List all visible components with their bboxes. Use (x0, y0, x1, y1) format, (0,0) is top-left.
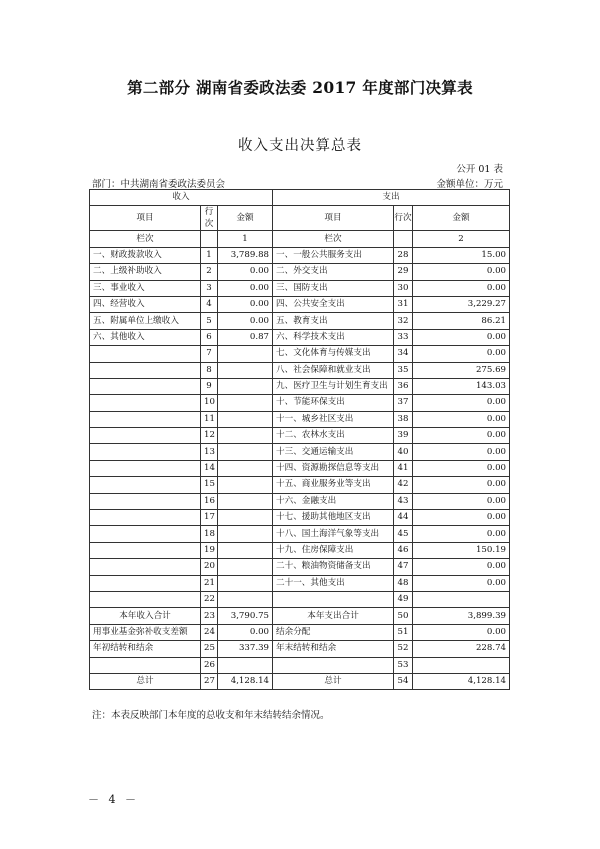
expense-item: 二十、粮油物资储备支出 (273, 559, 394, 575)
expense-row-number: 53 (394, 657, 413, 673)
expense-header: 支出 (273, 190, 510, 206)
income-amount: 4,128.14 (218, 673, 273, 689)
expense-item: 十六、金融支出 (273, 493, 394, 509)
table-row (90, 264, 510, 280)
table-row (90, 510, 510, 526)
income-amount: 0.00 (218, 296, 273, 312)
income-amount (218, 428, 273, 444)
income-row-number: 18 (201, 526, 218, 542)
expense-item: 八、社会保障和就业支出 (273, 362, 394, 378)
table-row (90, 313, 510, 329)
table-row (90, 575, 510, 591)
table-row (90, 428, 510, 444)
income-row-number: 5 (201, 313, 218, 329)
income-row-number: 25 (201, 641, 218, 657)
expense-item: 十七、援助其他地区支出 (273, 510, 394, 526)
expense-row-number: 39 (394, 428, 413, 444)
expense-amount: 15.00 (413, 247, 510, 263)
income-item (90, 378, 201, 394)
income-row-number: 27 (201, 673, 218, 689)
table-row (90, 296, 510, 312)
expense-label-row: 栏次 (273, 231, 394, 247)
income-amount (218, 591, 273, 607)
expense-item (273, 591, 394, 607)
expense-row-number: 35 (394, 362, 413, 378)
expense-amount: 0.00 (413, 575, 510, 591)
expense-row-header: 行次 (394, 206, 413, 231)
income-item (90, 493, 201, 509)
income-row-number: 26 (201, 657, 218, 673)
expense-item: 一、一般公共服务支出 (273, 247, 394, 263)
expense-row-number: 40 (394, 444, 413, 460)
expense-row-number: 37 (394, 395, 413, 411)
income-item: 二、上级补助收入 (90, 264, 201, 280)
expense-amount-header: 金额 (413, 206, 510, 231)
income-amount (218, 559, 273, 575)
income-item: 五、附属单位上缴收入 (90, 313, 201, 329)
income-row-number: 10 (201, 395, 218, 411)
income-header: 收入 (90, 190, 273, 206)
income-amount: 337.39 (218, 641, 273, 657)
income-row-number: 6 (201, 329, 218, 345)
expense-item: 十三、交通运输支出 (273, 444, 394, 460)
income-amount (218, 395, 273, 411)
expense-row-number: 48 (394, 575, 413, 591)
income-amount (218, 477, 273, 493)
expense-amount: 86.21 (413, 313, 510, 329)
income-row-number: 16 (201, 493, 218, 509)
table-row (90, 444, 510, 460)
expense-item: 六、科学技术支出 (273, 329, 394, 345)
expense-row-number: 36 (394, 378, 413, 394)
expense-row-number: 34 (394, 346, 413, 362)
income-item (90, 411, 201, 427)
income-amount (218, 657, 273, 673)
expense-item (273, 657, 394, 673)
table-row (90, 247, 510, 263)
expense-amount (413, 657, 510, 673)
expense-row-number: 47 (394, 559, 413, 575)
expense-item: 本年支出合计 (273, 608, 394, 624)
expense-item: 七、文化体育与传媒支出 (273, 346, 394, 362)
income-col-number: 1 (218, 231, 273, 247)
income-item (90, 346, 201, 362)
income-item: 总计 (90, 673, 201, 689)
income-row-header: 行次 (201, 206, 218, 231)
summary-row (90, 673, 510, 689)
page-title: 第二部分 湖南省委政法委 2017 年度部门决算表 (127, 78, 473, 97)
expense-item: 十五、商业服务业等支出 (273, 477, 394, 493)
table-row (90, 362, 510, 378)
expense-item: 九、医疗卫生与计划生育支出 (273, 378, 394, 394)
table-row (90, 346, 510, 362)
income-item: 一、财政拨款收入 (90, 247, 201, 263)
section-header-row (90, 190, 510, 206)
table-row (90, 378, 510, 394)
expense-amount: 0.00 (413, 280, 510, 296)
income-row-number: 13 (201, 444, 218, 460)
income-amount (218, 362, 273, 378)
expense-amount: 0.00 (413, 559, 510, 575)
footnote: 注：本表反映部门本年度的总收支和年末结转结余情况。 (92, 710, 330, 721)
expense-amount: 275.69 (413, 362, 510, 378)
expense-row-number: 42 (394, 477, 413, 493)
income-item (90, 542, 201, 558)
expense-amount: 150.19 (413, 542, 510, 558)
income-amount: 0.87 (218, 329, 273, 345)
page-number: － 4 － (88, 793, 139, 806)
summary-row (90, 657, 510, 673)
income-amount (218, 460, 273, 476)
table-row (90, 542, 510, 558)
expense-item: 十九、住房保障支出 (273, 542, 394, 558)
table-row (90, 526, 510, 542)
income-row-number: 12 (201, 428, 218, 444)
expense-row-number: 32 (394, 313, 413, 329)
expense-amount: 228.74 (413, 641, 510, 657)
expense-row-number: 31 (394, 296, 413, 312)
income-row-number: 24 (201, 624, 218, 640)
income-row-number: 21 (201, 575, 218, 591)
income-row-number: 14 (201, 460, 218, 476)
summary-row (90, 641, 510, 657)
expense-row-number: 44 (394, 510, 413, 526)
income-item (90, 444, 201, 460)
income-row-number: 1 (201, 247, 218, 263)
income-item (90, 575, 201, 591)
income-row-number: 20 (201, 559, 218, 575)
table-row (90, 460, 510, 476)
expense-item: 十八、国土海洋气象等支出 (273, 526, 394, 542)
income-item: 本年收入合计 (90, 608, 201, 624)
expense-item: 十四、资源勘探信息等支出 (273, 460, 394, 476)
expense-item: 十一、城乡社区支出 (273, 411, 394, 427)
expense-row-number: 52 (394, 641, 413, 657)
income-amount (218, 411, 273, 427)
expense-amount: 0.00 (413, 526, 510, 542)
expense-amount: 0.00 (413, 428, 510, 444)
expense-amount: 4,128.14 (413, 673, 510, 689)
income-amount-header: 金额 (218, 206, 273, 231)
expense-amount: 0.00 (413, 395, 510, 411)
income-item: 年初结转和结余 (90, 641, 201, 657)
expense-row-number: 54 (394, 673, 413, 689)
income-row-number: 15 (201, 477, 218, 493)
expense-row-number: 29 (394, 264, 413, 280)
expense-row-number: 28 (394, 247, 413, 263)
income-amount: 0.00 (218, 624, 273, 640)
expense-item: 三、国防支出 (273, 280, 394, 296)
form-number: 公开 01 表 (456, 164, 503, 175)
income-amount (218, 542, 273, 558)
expense-amount: 0.00 (413, 477, 510, 493)
unit-label: 金额单位：万元 (436, 179, 503, 190)
income-row-number: 23 (201, 608, 218, 624)
expense-amount: 0.00 (413, 493, 510, 509)
column-number-row (90, 231, 510, 247)
column-header-row (90, 206, 510, 231)
table-row (90, 329, 510, 345)
expense-row-number: 50 (394, 608, 413, 624)
summary-row (90, 624, 510, 640)
expense-blank (394, 231, 413, 247)
income-amount (218, 493, 273, 509)
income-item (90, 362, 201, 378)
income-label-row: 栏次 (90, 231, 201, 247)
income-row-number: 7 (201, 346, 218, 362)
expense-row-number: 30 (394, 280, 413, 296)
expense-amount: 0.00 (413, 264, 510, 280)
expense-amount: 0.00 (413, 346, 510, 362)
department-label: 部门：中共湖南省委政法委员会 (92, 179, 226, 190)
income-item: 六、其他收入 (90, 329, 201, 345)
expense-amount: 0.00 (413, 510, 510, 526)
income-item (90, 477, 201, 493)
table-row (90, 411, 510, 427)
income-row-number: 17 (201, 510, 218, 526)
expense-amount: 3,229.27 (413, 296, 510, 312)
income-item (90, 526, 201, 542)
expense-row-number: 51 (394, 624, 413, 640)
expense-item: 四、公共安全支出 (273, 296, 394, 312)
expense-item: 二、外交支出 (273, 264, 394, 280)
expense-amount: 3,899.39 (413, 608, 510, 624)
income-blank (201, 231, 218, 247)
income-item (90, 460, 201, 476)
expense-item: 结余分配 (273, 624, 394, 640)
expense-item: 十二、农林水支出 (273, 428, 394, 444)
expense-row-number: 41 (394, 460, 413, 476)
expense-row-number: 46 (394, 542, 413, 558)
table-title: 收入支出决算总表 (238, 138, 362, 154)
budget-table (89, 189, 510, 690)
expense-amount: 143.03 (413, 378, 510, 394)
expense-item-header: 项目 (273, 206, 394, 231)
expense-row-number: 38 (394, 411, 413, 427)
expense-amount: 0.00 (413, 460, 510, 476)
income-row-number: 11 (201, 411, 218, 427)
table-row (90, 477, 510, 493)
income-item: 三、事业收入 (90, 280, 201, 296)
income-item: 用事业基金弥补收支差额 (90, 624, 201, 640)
expense-row-number: 49 (394, 591, 413, 607)
income-amount: 3,789.88 (218, 247, 273, 263)
income-row-number: 2 (201, 264, 218, 280)
income-row-number: 22 (201, 591, 218, 607)
income-amount: 0.00 (218, 264, 273, 280)
expense-amount: 0.00 (413, 444, 510, 460)
table-row (90, 559, 510, 575)
expense-item: 十、节能环保支出 (273, 395, 394, 411)
summary-row (90, 608, 510, 624)
income-amount (218, 575, 273, 591)
income-item-header: 项目 (90, 206, 201, 231)
income-item: 四、经营收入 (90, 296, 201, 312)
expense-col-number: 2 (413, 231, 510, 247)
income-amount: 3,790.75 (218, 608, 273, 624)
income-item (90, 591, 201, 607)
income-row-number: 3 (201, 280, 218, 296)
expense-item: 总计 (273, 673, 394, 689)
income-item (90, 559, 201, 575)
income-item (90, 510, 201, 526)
income-row-number: 19 (201, 542, 218, 558)
income-item (90, 395, 201, 411)
expense-amount: 0.00 (413, 624, 510, 640)
income-item (90, 428, 201, 444)
table-row (90, 591, 510, 607)
income-amount (218, 444, 273, 460)
income-amount (218, 526, 273, 542)
income-row-number: 9 (201, 378, 218, 394)
table-row (90, 280, 510, 296)
income-item (90, 657, 201, 673)
table-row (90, 493, 510, 509)
expense-amount (413, 591, 510, 607)
expense-item: 五、教育支出 (273, 313, 394, 329)
expense-row-number: 45 (394, 526, 413, 542)
income-row-number: 4 (201, 296, 218, 312)
expense-item: 二十一、其他支出 (273, 575, 394, 591)
income-amount: 0.00 (218, 313, 273, 329)
expense-row-number: 43 (394, 493, 413, 509)
income-amount (218, 510, 273, 526)
income-amount (218, 378, 273, 394)
income-amount (218, 346, 273, 362)
expense-amount: 0.00 (413, 329, 510, 345)
income-amount: 0.00 (218, 280, 273, 296)
expense-amount: 0.00 (413, 411, 510, 427)
income-row-number: 8 (201, 362, 218, 378)
table-row (90, 395, 510, 411)
expense-item: 年末结转和结余 (273, 641, 394, 657)
expense-row-number: 33 (394, 329, 413, 345)
